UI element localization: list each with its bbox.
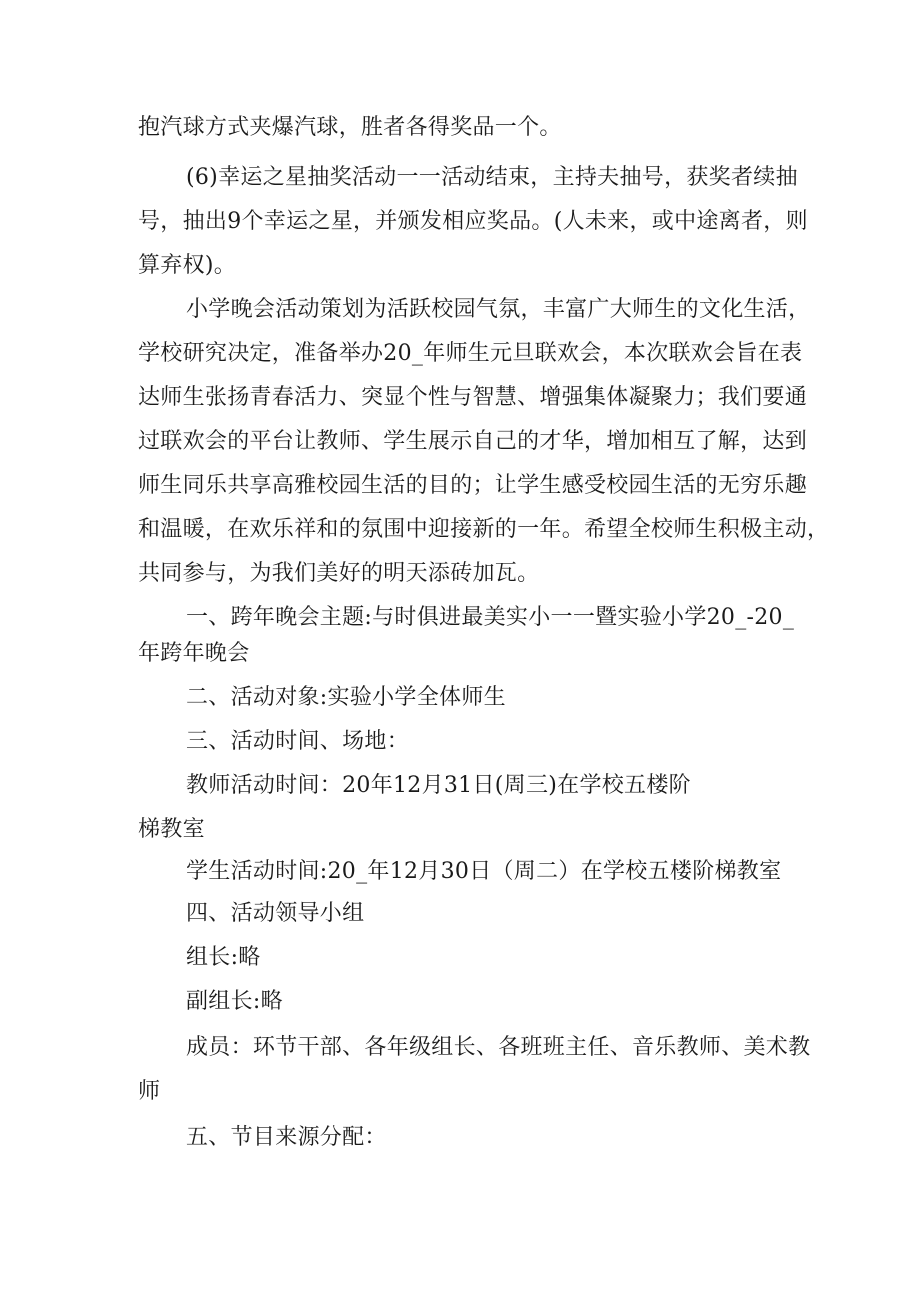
text-line: 组长:略	[186, 945, 261, 970]
text-line: 算弃权)。	[138, 253, 237, 278]
text-line: 抱汽球方式夹爆汽球，胜者各得奖品一个。	[138, 115, 562, 140]
text-line: 师	[138, 1079, 161, 1104]
text-line: 梯教室	[138, 817, 205, 842]
text-line: 共同参与，为我们美好的明天添砖加瓦。	[138, 561, 540, 586]
text-line: 四、活动领导小组	[186, 901, 365, 926]
text-line: 二、活动对象:实验小学全体师生	[186, 685, 506, 710]
text-line: 三、活动时间、场地：	[186, 729, 410, 754]
text-line: 达师生张扬青春活力、突显个性与智慧、增强集体凝聚力；我们要通	[138, 385, 808, 410]
text-line: 学校研究决定，准备举办20_年师生元旦联欢会，本次联欢会旨在表	[138, 341, 803, 366]
text-line: 教师活动时间：20年12月31日(周三)在学校五楼阶	[186, 773, 691, 798]
text-line: 小学晚会活动策划为活跃校园气氛，丰富广大师生的文化生活，	[186, 297, 811, 322]
text-line: 学生活动时间:20_年12月30日（周二）在学校五楼阶梯教室	[186, 859, 782, 884]
text-line: 五、节目来源分配：	[186, 1125, 387, 1150]
text-line: 师生同乐共享高雅校园生活的目的；让学生感受校园生活的无穷乐趣	[138, 473, 808, 498]
text-line: 号，抽出9个幸运之星，并颁发相应奖品。(人未来，或中途离者，则	[138, 209, 808, 234]
text-line: 年跨年晚会	[138, 641, 250, 666]
text-line: 一、跨年晚会主题:与时俱进最美实小一一暨实验小学20_-20_	[186, 605, 795, 630]
text-line: 成员：环节干部、各年级组长、各班班主任、音乐教师、美术教	[186, 1035, 811, 1060]
text-line: 过联欢会的平台让教师、学生展示自己的才华，增加相互了解，达到	[138, 429, 808, 454]
text-line: (6)幸运之星抽奖活动一一活动结束，主持夫抽号，获奖者续抽	[186, 165, 798, 190]
text-line: 和温暖，在欢乐祥和的氛围中迎接新的一年。希望全校师生积极主动，	[138, 517, 830, 542]
text-line: 副组长:略	[186, 989, 283, 1014]
